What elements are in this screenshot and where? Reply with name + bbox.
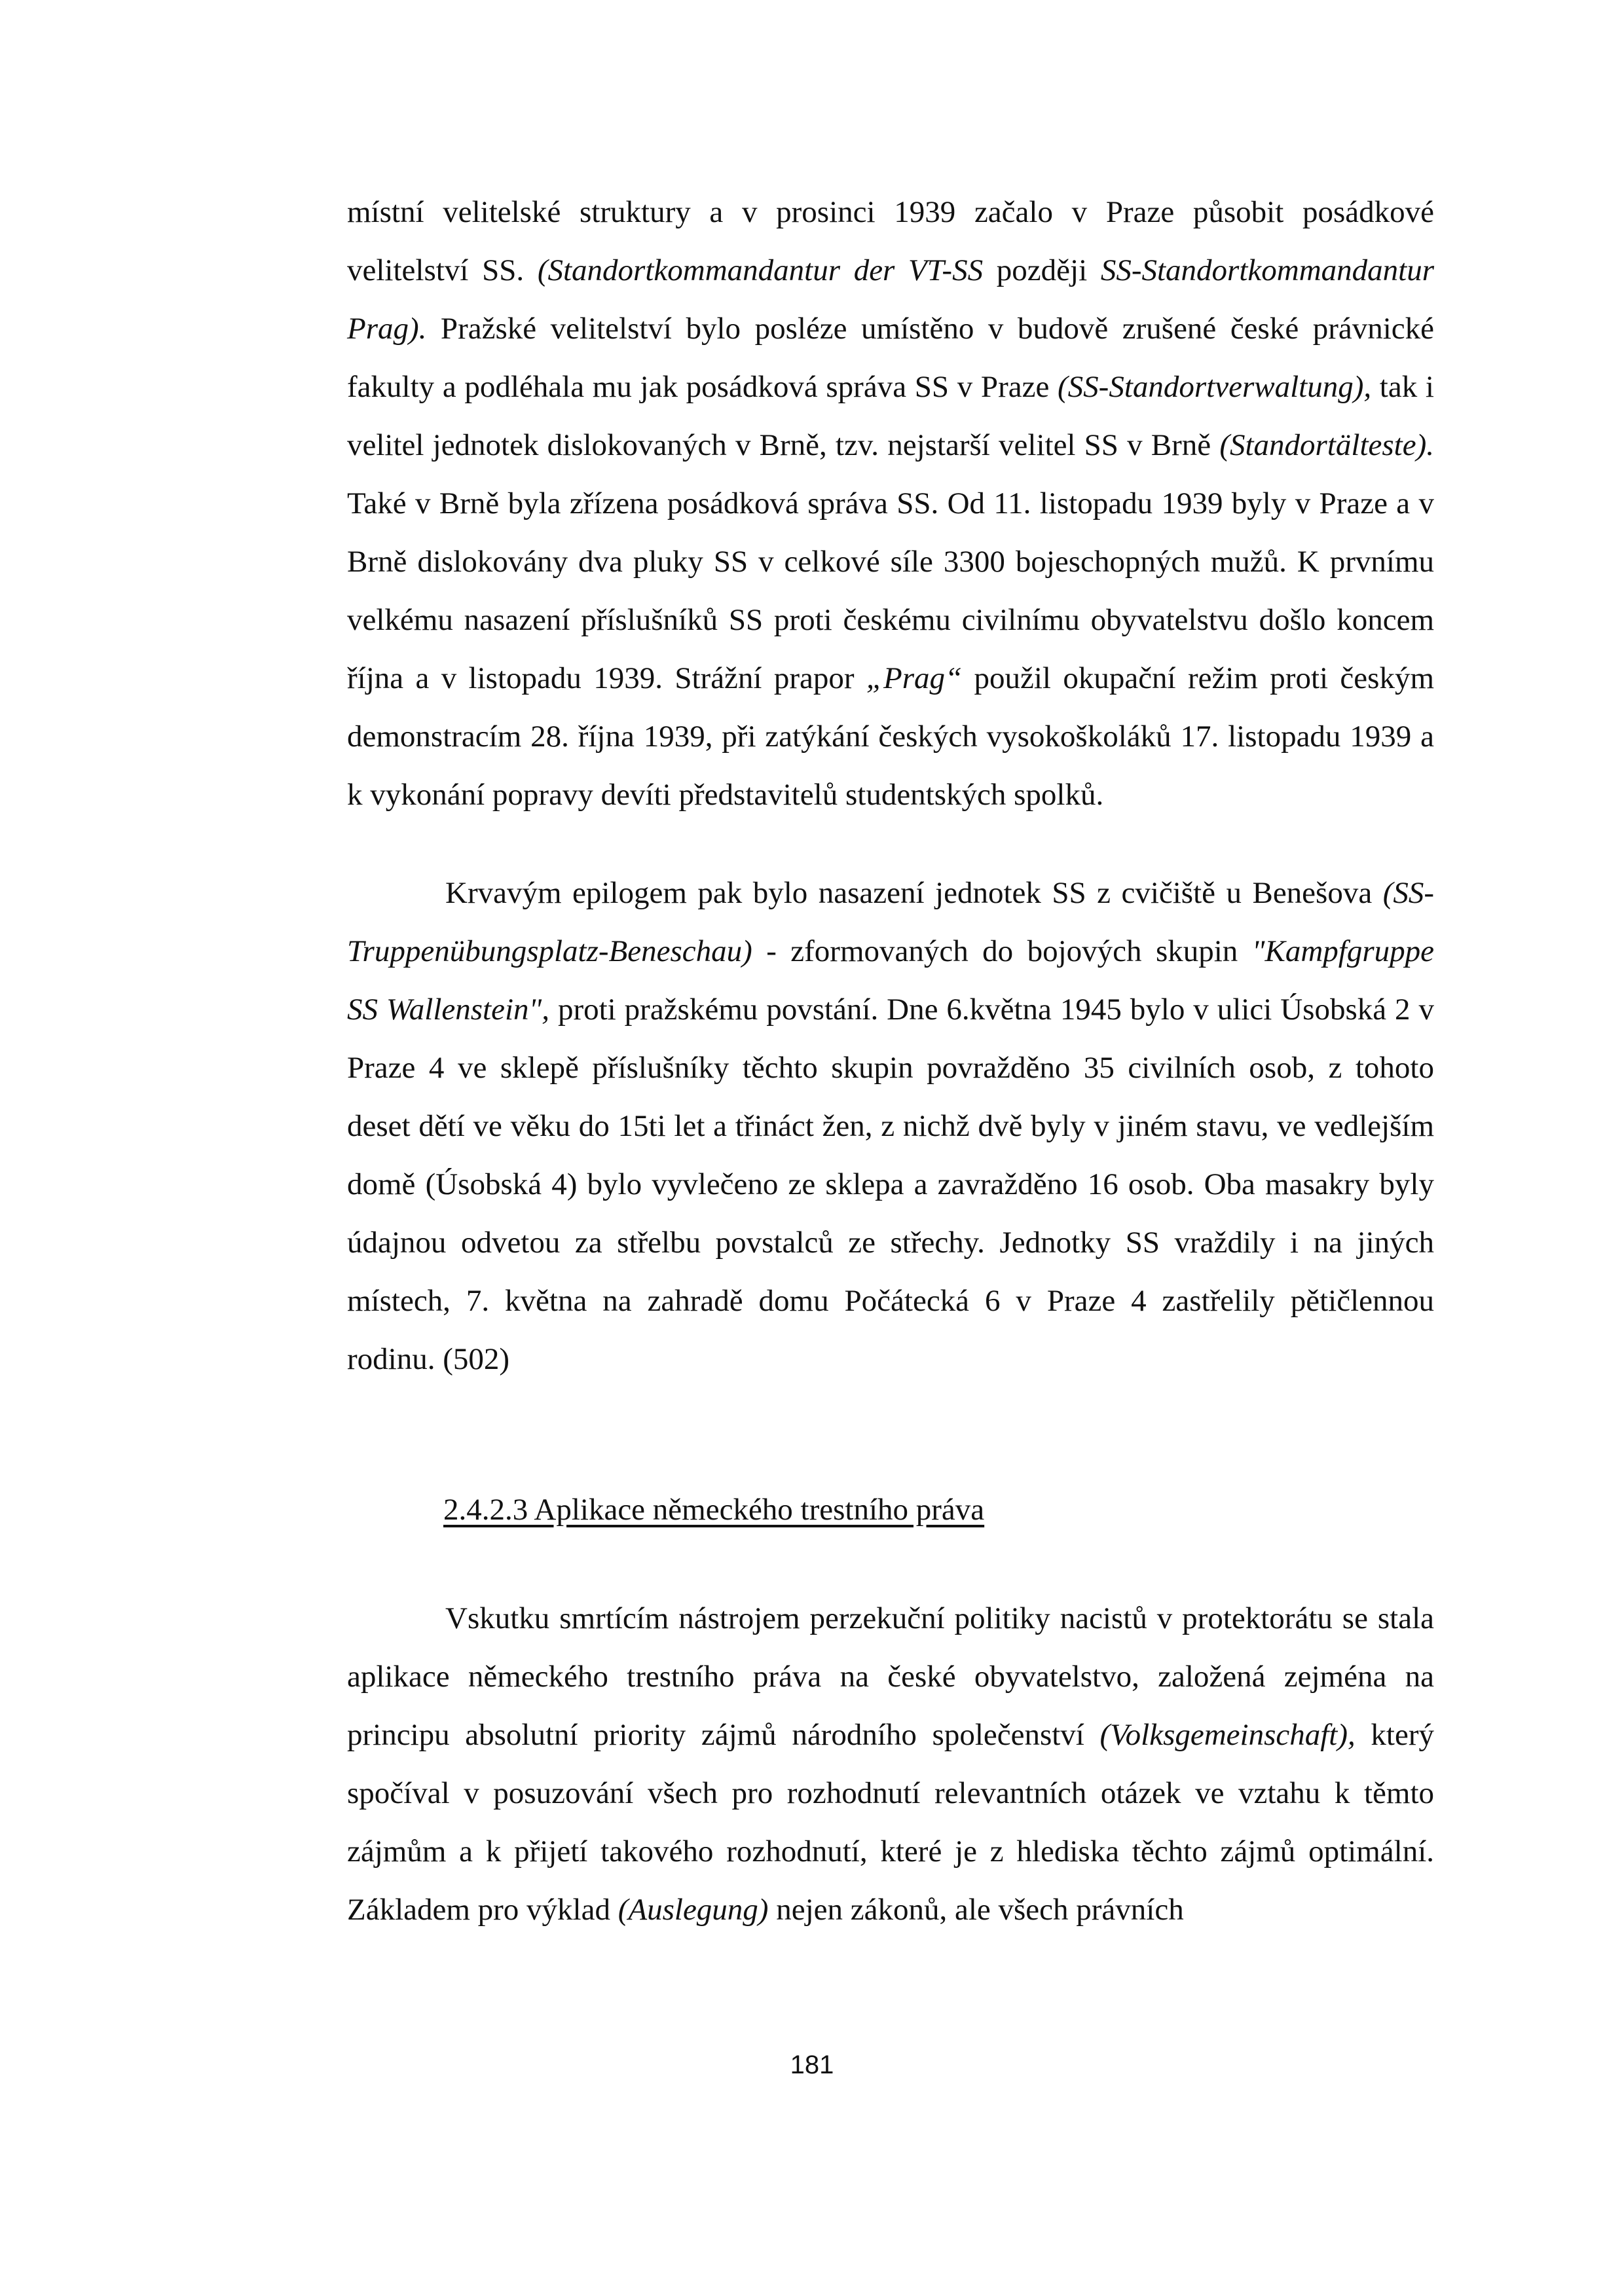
- text-run: proti pražskému povstání. Dne 6.května 1945 bylo v ulici Úsobská 2 v Praze 4 ve sklepě příslušníky těchto skupin povražděno 35 civilních osob, z tohoto deset dětí ve věku do 15ti let a třináct žen, z nichž dvě byly v jiném stavu, ve vedlejším domě (Úsobská 4) bylo vyvlečeno ze sklepa a zavražděno 16 osob. Oba masakry byly údajnou odvetou za střelbu povstalců ze střechy. Jednotky SS vraždily i na jiných místech, 7. května na zahradě domu Počátecká 6 v Praze 4 zastřelily pětičlennou rodinu. (502): [347, 993, 1434, 1376]
- text-run: tak i velitel jednotek dislokovaných v Brně, tzv. nejstarší velitel SS v Brně: [347, 370, 1434, 462]
- italic-term: „Prag“: [866, 661, 963, 695]
- italic-term: (SS-Truppenübungsplatz-Beneschau): [347, 876, 1434, 968]
- text-run: Krvavým epilogem pak bylo nasazení jednotek SS z cvičiště u Benešova: [445, 876, 1383, 910]
- text-run: - zformovaných do bojových skupin: [752, 934, 1252, 968]
- paragraph-text: [347, 183, 1434, 824]
- page-number: 181: [790, 2050, 834, 2079]
- text-run: použil okupační režim proti českým demonstracím 28. října 1939, při zatýkání českých vysokoškoláků 17. listopadu 1939 a k vykonání popravy devíti představitelů studentských spolků.: [347, 661, 1435, 812]
- italic-term: SS-Standortkommandantur Prag).: [347, 253, 1434, 346]
- text-run: Také v Brně byla zřízena posádková správa SS. Od 11. listopadu 1939 byly v Praze a v Brně dislokovány dva pluky SS v celkové síle 3300 bojeschopných mužů. K prvnímu velkému nasazení příslušníků SS proti českému civilnímu obyvatelstvu došlo koncem října a v listopadu 1939. Strážní prapor: [347, 486, 1434, 695]
- text-run: Vskutku smrtícím nástrojem perzekuční politiky nacistů v protektorátu se stala aplikace německého trestního práva na české obyvatelstvo, založená zejména na principu absolutní priority zájmů národního společenství: [347, 1601, 1434, 1752]
- paragraph-text: [347, 864, 1434, 1389]
- text-run: Pražské velitelství bylo posléze umístěno v budově zrušené české právnické fakulty a podléhala mu jak posádková správa SS v Praze: [347, 312, 1434, 404]
- paragraph-german-criminal-law: [347, 1590, 1434, 1939]
- italic-term: (Standortkommandantur der VT-SS: [537, 253, 984, 287]
- italic-term: (Standortälteste).: [1219, 428, 1434, 462]
- text-run: který spočíval v posuzování všech pro rozhodnutí relevantních otázek ve vztahu k těmto zájmům a k přijetí takového rozhodnutí, které je z hlediska těchto zájmů optimální. Základem pro výklad: [347, 1718, 1434, 1927]
- italic-term: (Auslegung): [618, 1893, 769, 1927]
- italic-term: (Volksgemeinschaft),: [1099, 1718, 1356, 1752]
- paragraph-prague-uprising: [347, 864, 1434, 1389]
- text-run: nejen zákonů, ale všech právních: [768, 1893, 1184, 1927]
- paragraph-ss-garrison-command: [347, 183, 1434, 824]
- text-run: později: [983, 253, 1101, 287]
- paragraph-text: [347, 1590, 1434, 1939]
- italic-term: "Kampfgruppe SS Wallenstein",: [347, 934, 1434, 1027]
- italic-term: (SS-Standortverwaltung),: [1058, 370, 1372, 404]
- text-run: místní velitelské struktury a v prosinci 1939 začalo v Praze působit posádkové velitelství SS.: [347, 195, 1434, 287]
- section-heading: 2.4.2.3 Aplikace německého trestního práva: [443, 1493, 985, 1527]
